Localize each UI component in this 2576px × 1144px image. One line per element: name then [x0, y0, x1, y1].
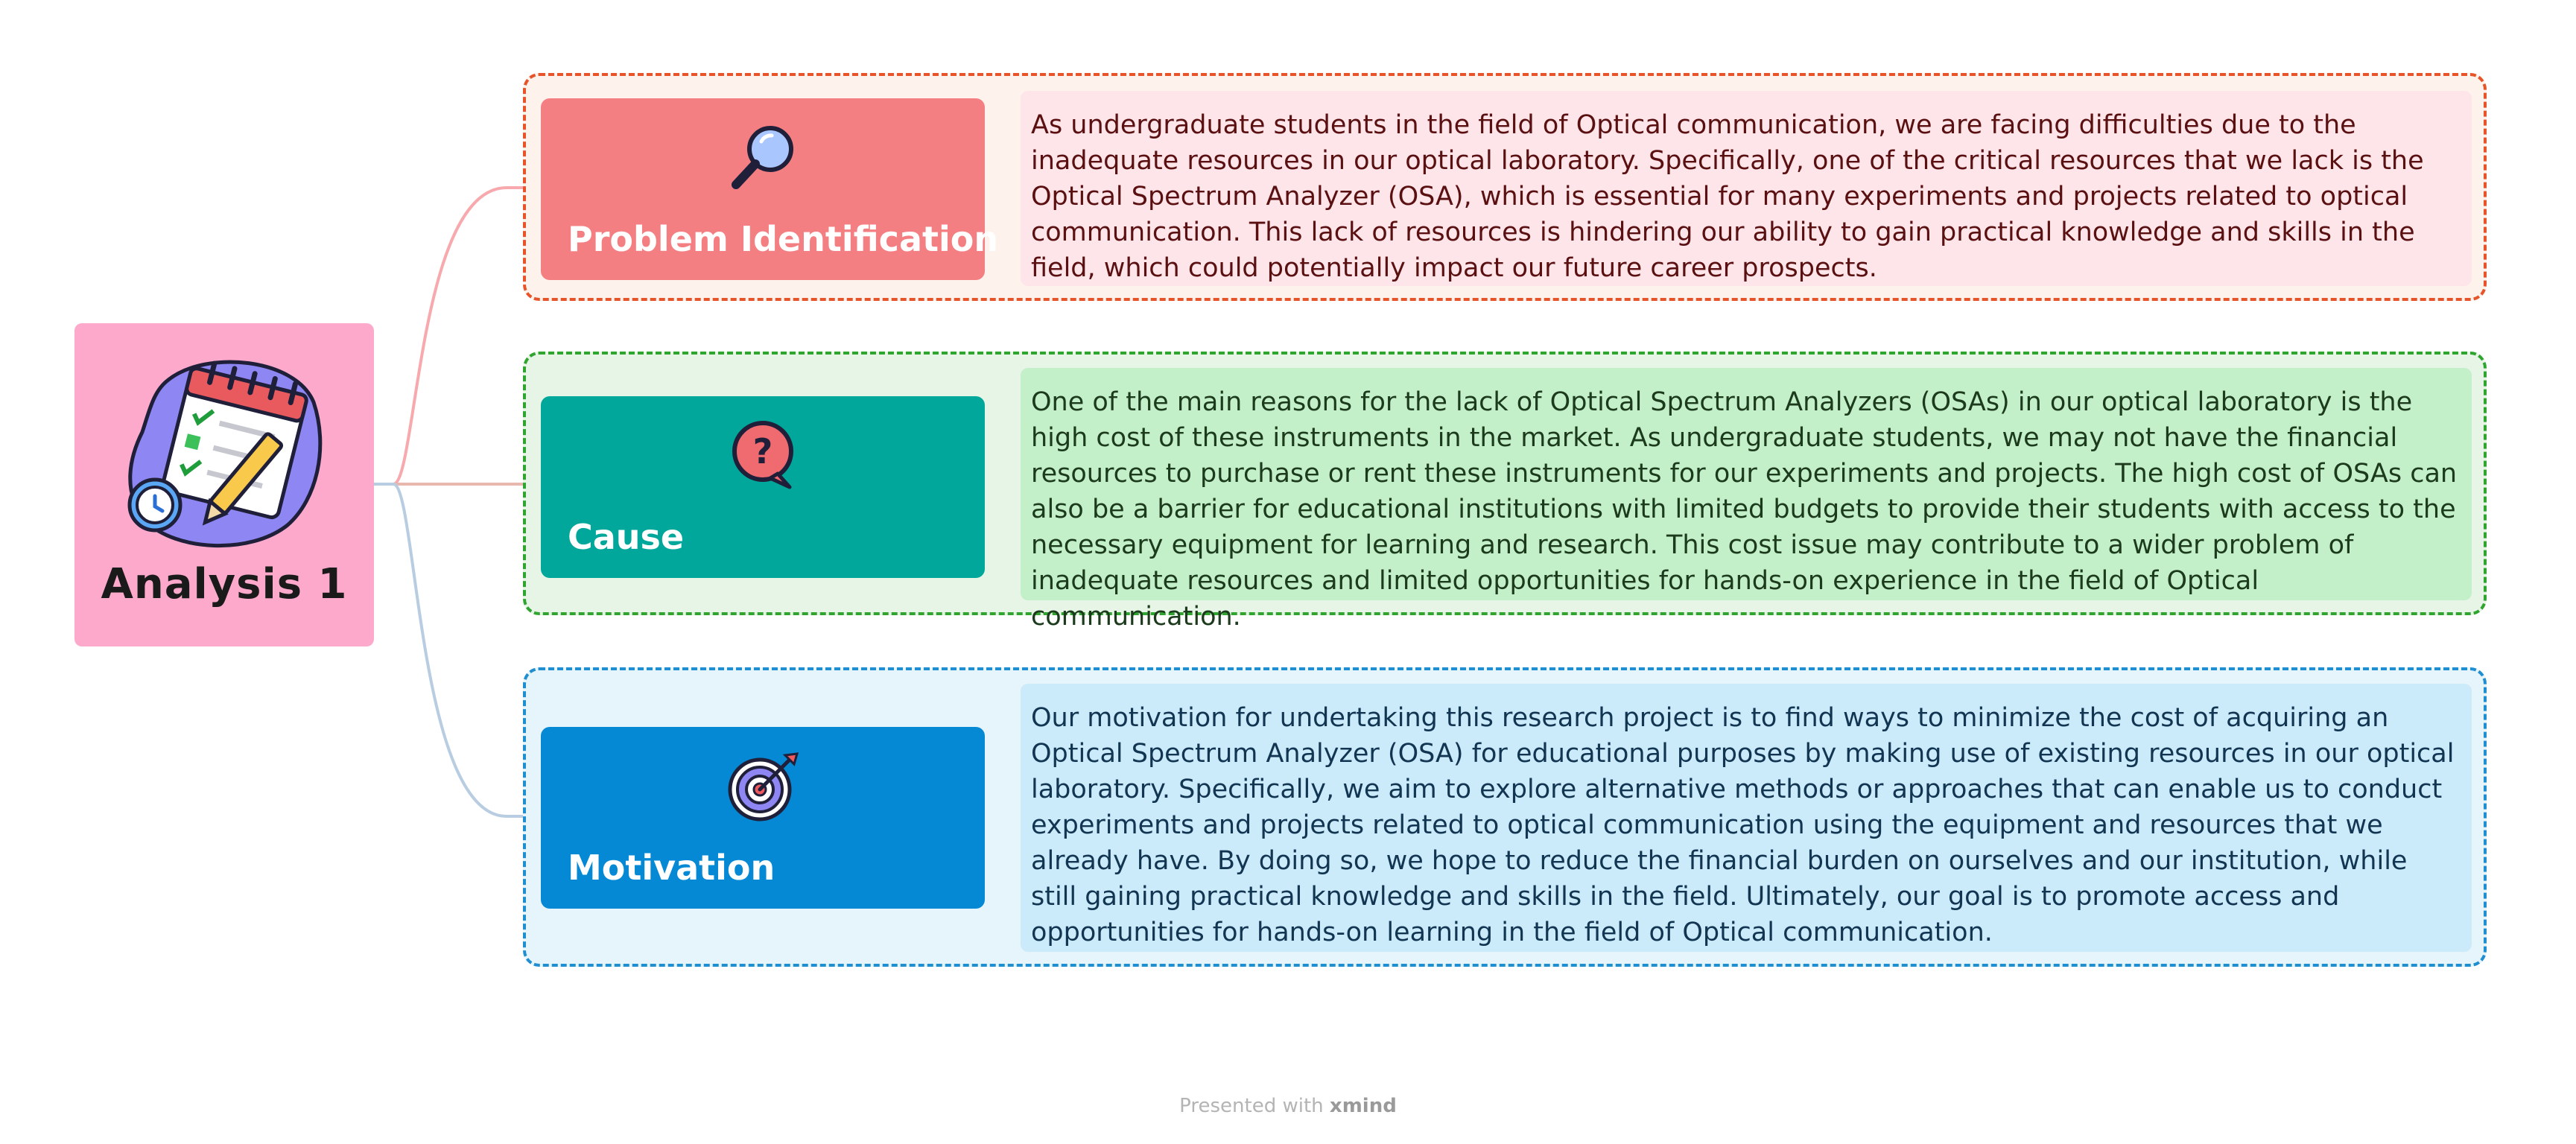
section-cause [523, 352, 2487, 632]
motivation-description: Our motivation for undertaking this research project is to find ways to minimize the cost of acquiring an Optical Spectrum Analyzer (OSA) for educational purposes by making use of existing resources in our optical laboratory. Specifically, we aim to explore alternative methods or approaches that can enable us to conduct experiments and projects related to optical communication using the equipment and resources that we already have. By doing so, we hope to reduce the financial burden on ourselves and our institution, while still gaining practical knowledge and skills in the field. Ultimately, our goal is to promote access and opportunities for hands-on learning in the field of Optical communication. [1021, 684, 2472, 952]
svg-text:?: ? [752, 431, 773, 471]
problem-identification-description: As undergraduate students in the field of Optical communication, we are facing difficulties due to the inadequate resources in our optical laboratory. Specifically, one of the critical resources that we lack is the Optical Spectrum Analyzer (OSA), which is essential for many experiments and projects related to optical communication. This lack of resources is hindering our ability to gain practical knowledge and skills in the field, which could potentially impact our future career prospects. [1021, 91, 2472, 286]
section-motivation [523, 667, 2487, 967]
root-title: Analysis 1 [101, 560, 348, 608]
topic-motivation[interactable] [541, 727, 985, 909]
xmind-brand[interactable]: xmind [1329, 1095, 1397, 1117]
connector-motivation [374, 484, 538, 816]
target-icon [726, 749, 800, 824]
motivation-label: Motivation [568, 848, 775, 888]
calendar-checklist-icon [124, 350, 325, 551]
section-problem-identification [523, 73, 2487, 301]
topic-cause[interactable] [541, 396, 985, 578]
topic-problem-identification[interactable] [541, 98, 999, 280]
cause-description: One of the main reasons for the lack of Optical Spectrum Analyzers (OSAs) in our optical laboratory is the high cost of these instruments in the market. As undergraduate students, we may not have the financial resources to purchase or rent these instruments for our experiments and projects. The high cost of OSAs can also be a barrier for educational institutions with limited budgets to provide their students with access to the necessary equipment for learning and research. This cost issue may contribute to a wider problem of inadequate resources and limited opportunities for hands-on experience in the field of Optical communication. [1021, 368, 2472, 600]
presented-with-footer [0, 1095, 2576, 1117]
connector-problem [374, 188, 538, 484]
question-bubble-icon [726, 419, 800, 493]
footer-prefix: Presented with [1179, 1095, 1324, 1117]
cause-label: Cause [568, 517, 685, 557]
problem-identification-label: Problem Identification [568, 219, 999, 259]
magnifier-icon [726, 121, 800, 195]
root-topic[interactable] [74, 323, 374, 646]
